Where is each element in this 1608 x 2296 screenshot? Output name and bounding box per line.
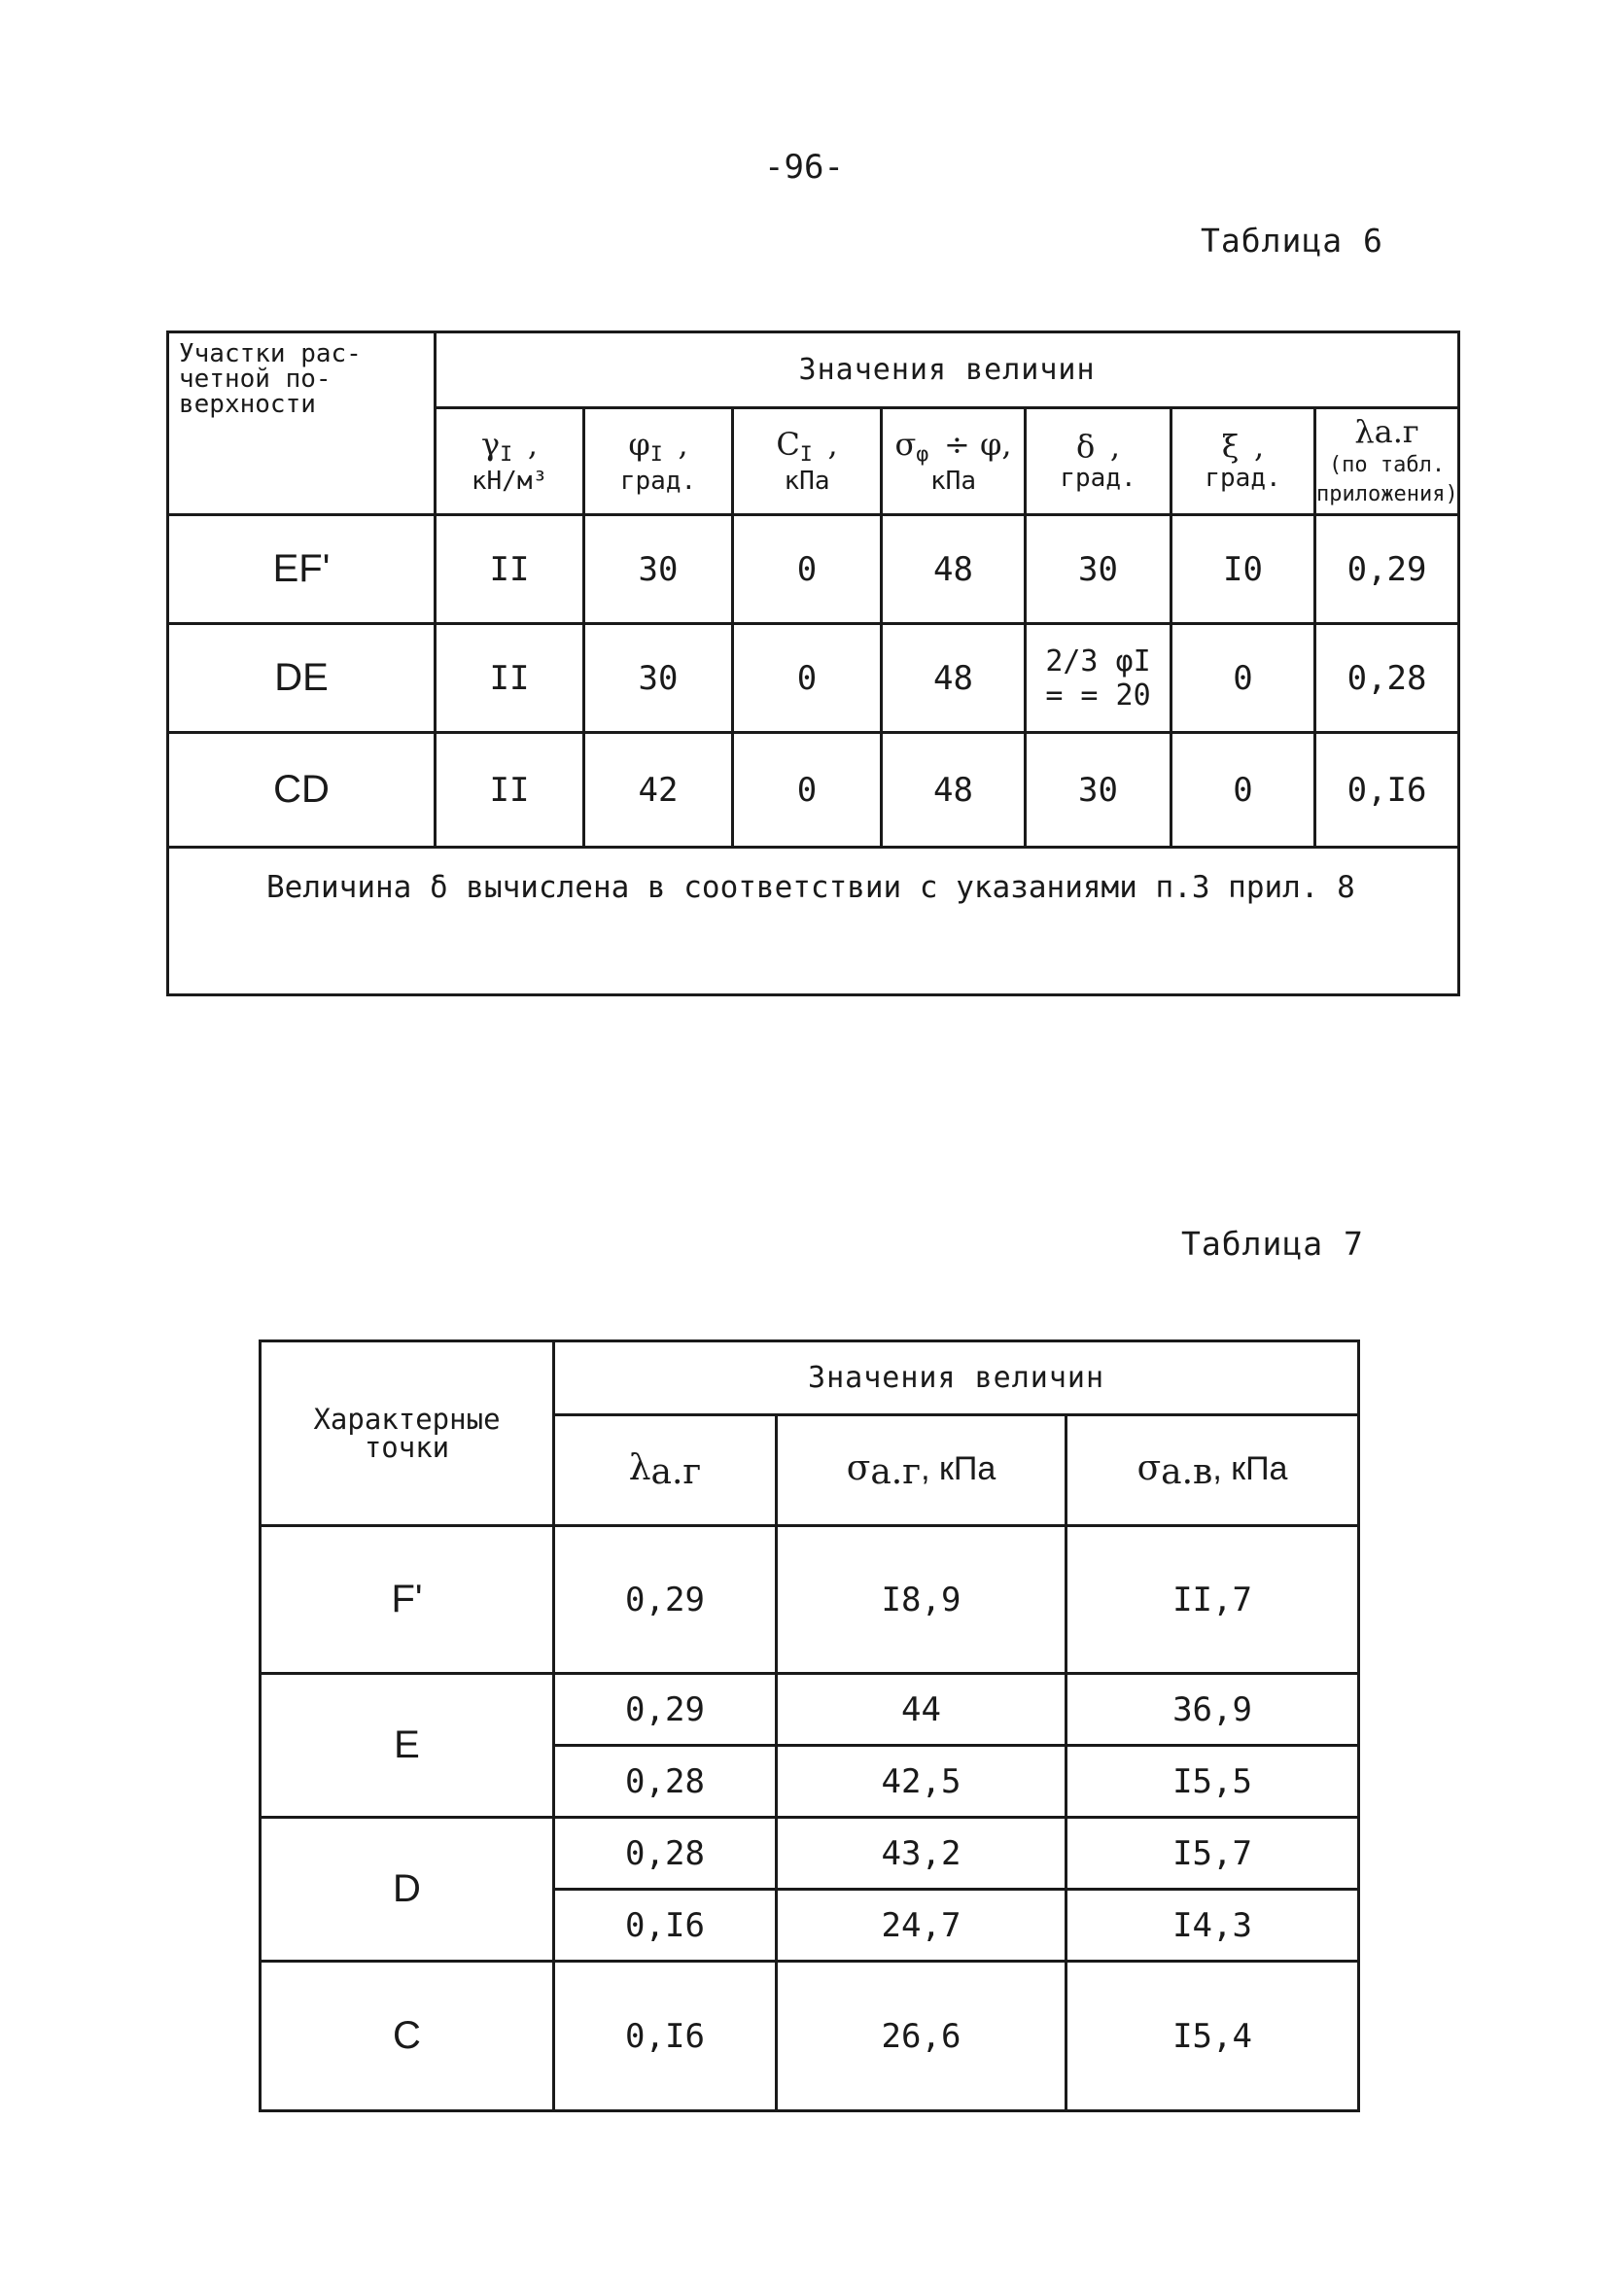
- column-unit: град.: [1060, 464, 1136, 493]
- column-header: [1171, 408, 1315, 515]
- page-number: -96-: [764, 148, 844, 187]
- column-symbol: σ: [846, 1447, 871, 1488]
- table-7-body: [261, 1526, 1359, 2111]
- column-unit: град.: [1205, 464, 1281, 493]
- values-group-header: Значения величин: [554, 1341, 1359, 1415]
- column-separator: ,: [527, 425, 538, 463]
- table-cell: I5,7: [1066, 1818, 1359, 1890]
- column-unit: (по табл. приложения): [1316, 453, 1458, 506]
- column-unit: , кПа: [921, 1449, 996, 1487]
- table-cell: I5,4: [1066, 1962, 1359, 2111]
- column-header: [777, 1415, 1066, 1526]
- table-row: [261, 1526, 1359, 1674]
- table-cell: 0,I6: [554, 1962, 777, 2111]
- column-header: [554, 1415, 777, 1526]
- table-cell: II,7: [1066, 1526, 1359, 1674]
- column-unit: кН/м³: [471, 466, 548, 496]
- column-header: [1026, 408, 1171, 515]
- table-cell: 2/3 φI = = 20: [1026, 624, 1171, 733]
- table-cell: 48: [882, 733, 1026, 848]
- column-symbol-subscript: φ: [916, 441, 929, 467]
- table-cell: II: [436, 733, 584, 848]
- table-cell: 48: [882, 515, 1026, 624]
- row-area-label: EF': [168, 515, 436, 624]
- table-cell: 0: [1171, 733, 1315, 848]
- table-row: [168, 733, 1459, 848]
- area-header: Участки рас-четной по-верхности: [168, 332, 436, 515]
- column-separator: ,: [1254, 428, 1265, 466]
- table-cell: 43,2: [777, 1818, 1066, 1890]
- column-header: [1315, 408, 1459, 515]
- table-cell: II: [436, 624, 584, 733]
- table-row: [261, 1962, 1359, 2111]
- column-symbol: C: [776, 425, 800, 463]
- table-cell: 30: [584, 515, 733, 624]
- column-separator: ÷ φ,: [943, 425, 1012, 463]
- column-header: [436, 408, 584, 515]
- column-symbol-subscript: I: [500, 441, 513, 467]
- table-cell: 26,6: [777, 1962, 1066, 2111]
- table-cell: I5,5: [1066, 1746, 1359, 1818]
- table-cell: 0: [733, 515, 882, 624]
- table-cell: 0,28: [1315, 624, 1459, 733]
- table-row: [168, 624, 1459, 733]
- table-cell: I0: [1171, 515, 1315, 624]
- table-cell: 0,28: [554, 1818, 777, 1890]
- row-area-label: CD: [168, 733, 436, 848]
- column-symbol-subscript: I: [799, 441, 813, 467]
- table-cell: 44: [777, 1674, 1066, 1746]
- table-cell: 30: [1026, 733, 1171, 848]
- column-symbol: σ: [894, 425, 917, 463]
- table-6: [166, 330, 1460, 996]
- table-cell: 48: [882, 624, 1026, 733]
- table-cell: 0: [733, 624, 882, 733]
- table-6-body: [168, 515, 1459, 848]
- column-symbol-subscript: a.г: [650, 1452, 702, 1493]
- column-symbol: ξ: [1221, 428, 1240, 466]
- table-cell: 24,7: [777, 1890, 1066, 1962]
- column-separator: ,: [678, 425, 688, 463]
- column-header: [584, 408, 733, 515]
- column-symbol: λ: [628, 1447, 651, 1488]
- table-cell: 42,5: [777, 1746, 1066, 1818]
- column-unit: град.: [619, 466, 697, 496]
- row-point-label: C: [261, 1962, 554, 2111]
- table-cell: 30: [584, 624, 733, 733]
- column-unit: кПа: [784, 466, 830, 496]
- column-unit: кПа: [930, 466, 976, 496]
- table-cell: 0,29: [554, 1526, 777, 1674]
- table-cell: 0,29: [1315, 515, 1459, 624]
- column-header: [882, 408, 1026, 515]
- table-cell: 0,28: [554, 1746, 777, 1818]
- table-cell: I4,3: [1066, 1890, 1359, 1962]
- points-header: Характерные точки: [261, 1341, 554, 1526]
- column-symbol: λa.г: [1354, 413, 1419, 451]
- column-symbol: γ: [481, 425, 501, 463]
- table-cell: II: [436, 515, 584, 624]
- table-cell: I8,9: [777, 1526, 1066, 1674]
- table-cell: 0,I6: [554, 1890, 777, 1962]
- row-point-label: E: [261, 1674, 554, 1818]
- row-area-label: DE: [168, 624, 436, 733]
- table-cell: 0: [733, 733, 882, 848]
- table-cell: 30: [1026, 515, 1171, 624]
- column-header: [733, 408, 882, 515]
- table-cell: 0: [1171, 624, 1315, 733]
- table-row: [261, 1818, 1359, 1890]
- column-separator: ,: [827, 425, 838, 463]
- column-symbol-subscript: a.в: [1161, 1452, 1213, 1493]
- column-symbol: σ: [1136, 1447, 1162, 1488]
- table-7-caption: Таблица 7: [1181, 1225, 1364, 1263]
- table-note: Величина δ вычислена в соответствии с указаниями п.3 прил. 8: [168, 848, 1459, 995]
- table-cell: 0,I6: [1315, 733, 1459, 848]
- row-point-label: D: [261, 1818, 554, 1962]
- table-row: [168, 515, 1459, 624]
- table-cell: 42: [584, 733, 733, 848]
- column-separator: ,: [1109, 428, 1121, 466]
- column-header: [1066, 1415, 1359, 1526]
- column-unit: , кПа: [1212, 1449, 1288, 1487]
- table-7: [259, 1339, 1360, 2112]
- column-symbol: φ: [628, 425, 650, 463]
- table-row: [261, 1674, 1359, 1746]
- column-symbol-subscript: I: [649, 441, 663, 467]
- table-6-caption: Таблица 6: [1201, 222, 1383, 260]
- table-cell: 0,29: [554, 1674, 777, 1746]
- values-group-header: Значения величин: [436, 332, 1459, 408]
- table-cell: 36,9: [1066, 1674, 1359, 1746]
- column-symbol-subscript: a.г: [870, 1452, 922, 1493]
- row-point-label: F': [261, 1526, 554, 1674]
- column-symbol: δ: [1075, 428, 1096, 466]
